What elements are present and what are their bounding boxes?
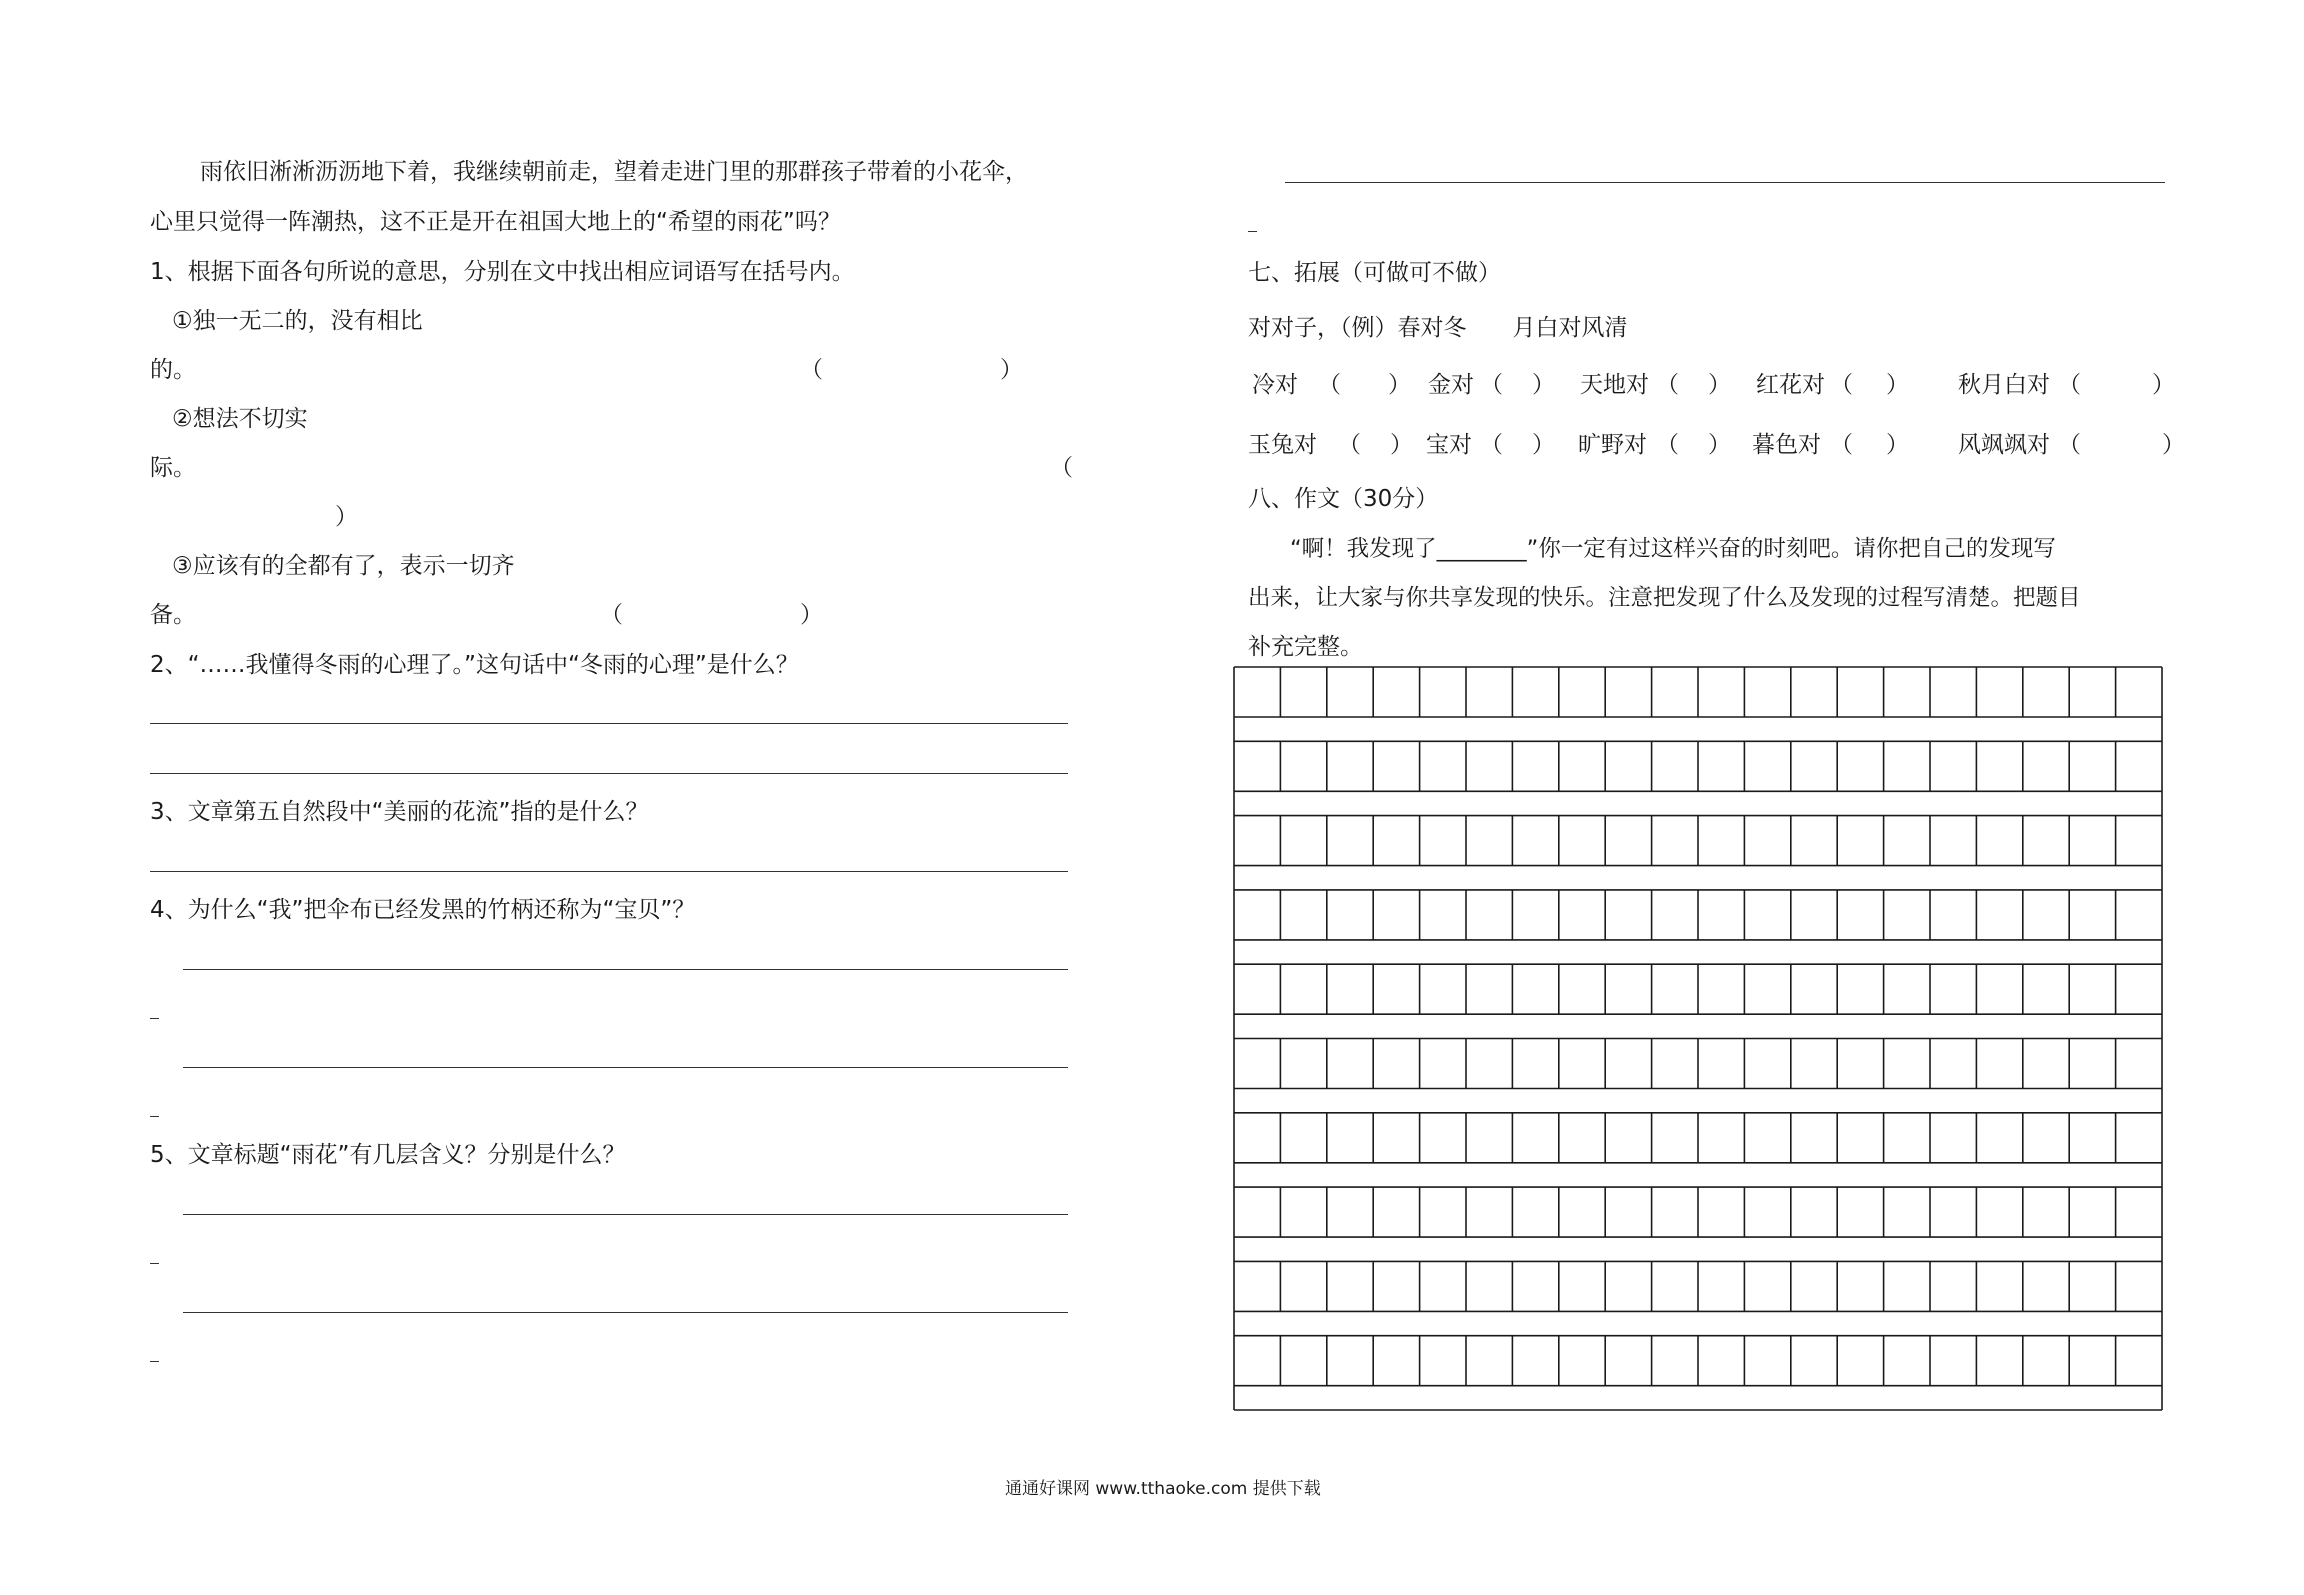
couplet-prompt: 金对 [1428, 372, 1474, 398]
q1-item-2-close-paren: ） [335, 504, 358, 530]
question-5: 5、文章标题“雨花”有几层含义？分别是什么？ [150, 1142, 626, 1168]
close-paren: ） [1532, 432, 1555, 458]
question-3: 3、文章第五自然段中“美丽的花流”指的是什么？ [150, 799, 649, 825]
close-paren: ） [1532, 372, 1555, 398]
passage-line-1: 雨依旧淅淅沥沥地下着，我继续朝前走，望着走进门里的那群孩子带着的小花伞， [200, 159, 1028, 185]
essay-writing-grid[interactable] [1233, 666, 2163, 1412]
answer-line-tail [150, 1018, 159, 1019]
open-paren: （ [1318, 372, 1341, 398]
close-paren: ） [1708, 432, 1731, 458]
couplet-prompt: 旷野对 [1578, 432, 1647, 458]
answer-line-tail [150, 1361, 159, 1362]
answer-line [150, 773, 1068, 774]
answer-line [183, 1312, 1068, 1313]
footer-credit: 通通好课网 www.tthaoke.com 提供下载 [1005, 1479, 1321, 1499]
couplet-prompt: 天地对 [1580, 372, 1649, 398]
passage-line-2: 心里只觉得一阵潮热，这不正是开在祖国大地上的“希望的雨花”吗？ [150, 209, 841, 235]
close-paren: ） [2162, 432, 2185, 458]
answer-line-tail [150, 1116, 159, 1117]
question-4: 4、为什么“我”把伞布已经发黑的竹柄还称为“宝贝”？ [150, 897, 696, 923]
essay-prompt-line-2: 出来，让大家与你共享发现的快乐。注意把发现了什么及发现的过程写清楚。把题目 [1248, 585, 2081, 611]
open-paren: （ [1656, 372, 1679, 398]
q1-item-3-text: ③应该有的全都有了，表示一切齐 [172, 553, 515, 579]
close-paren: ） [2152, 372, 2175, 398]
answer-line [183, 969, 1068, 970]
q1-item-3-close-paren: ） [800, 602, 823, 628]
close-paren: ） [1388, 372, 1411, 398]
couplet-prompt: 红花对 [1756, 372, 1825, 398]
answer-line [150, 723, 1068, 724]
couplet-prompt: 暮色对 [1752, 432, 1821, 458]
close-paren: ） [1708, 372, 1731, 398]
q1-item-3-end: 备。 [150, 602, 196, 628]
answer-line [150, 871, 1068, 872]
q1-item-2-text: ②想法不切实 [172, 406, 308, 432]
answer-line-tail [1248, 231, 1257, 232]
q1-item-1-end: 的。 [150, 357, 196, 383]
open-paren: （ [1830, 432, 1853, 458]
couplet-prompt: 宝对 [1426, 432, 1472, 458]
couplet-prompt: 风飒飒对 [1958, 432, 2050, 458]
close-paren: ） [1886, 372, 1909, 398]
q1-item-1-open-paren: （ [800, 357, 823, 383]
q1-item-2-open-paren: （ [1050, 455, 1073, 481]
open-paren: （ [1830, 372, 1853, 398]
answer-line [183, 1214, 1068, 1215]
q1-item-1-close-paren: ） [1000, 357, 1023, 383]
question-1-prompt: 1、根据下面各句所说的意思，分别在文中找出相应词语写在括号内。 [150, 259, 855, 285]
q1-item-1-text: ①独一无二的，没有相比 [172, 308, 423, 334]
close-paren: ） [1390, 432, 1413, 458]
open-paren: （ [2058, 372, 2081, 398]
answer-line-tail [150, 1263, 159, 1264]
answer-line [183, 1067, 1068, 1068]
open-paren: （ [2058, 432, 2081, 458]
section-8-title: 八、作文（30分） [1248, 486, 1439, 512]
open-paren: （ [1480, 372, 1503, 398]
essay-prompt-line-1: “啊！我发现了________”你一定有过这样兴奋的时刻吧。请你把自己的发现写 [1290, 536, 2056, 562]
section-7-title: 七、拓展（可做可不做） [1248, 260, 1501, 286]
section-7-example: 对对子，（例）春对冬 月白对风清 [1248, 315, 1628, 341]
q1-item-2-end: 际。 [150, 455, 196, 481]
couplet-prompt: 玉兔对 [1248, 432, 1317, 458]
couplet-prompt: 冷对 [1252, 372, 1298, 398]
answer-line [1285, 182, 2165, 183]
question-2: 2、“……我懂得冬雨的心理了。”这句话中“冬雨的心理”是什么？ [150, 652, 799, 678]
open-paren: （ [1338, 432, 1361, 458]
essay-prompt-line-3: 补充完整。 [1248, 634, 1363, 660]
close-paren: ） [1886, 432, 1909, 458]
open-paren: （ [1656, 432, 1679, 458]
open-paren: （ [1480, 432, 1503, 458]
q1-item-3-open-paren: （ [600, 602, 623, 628]
couplet-prompt: 秋月白对 [1958, 372, 2050, 398]
